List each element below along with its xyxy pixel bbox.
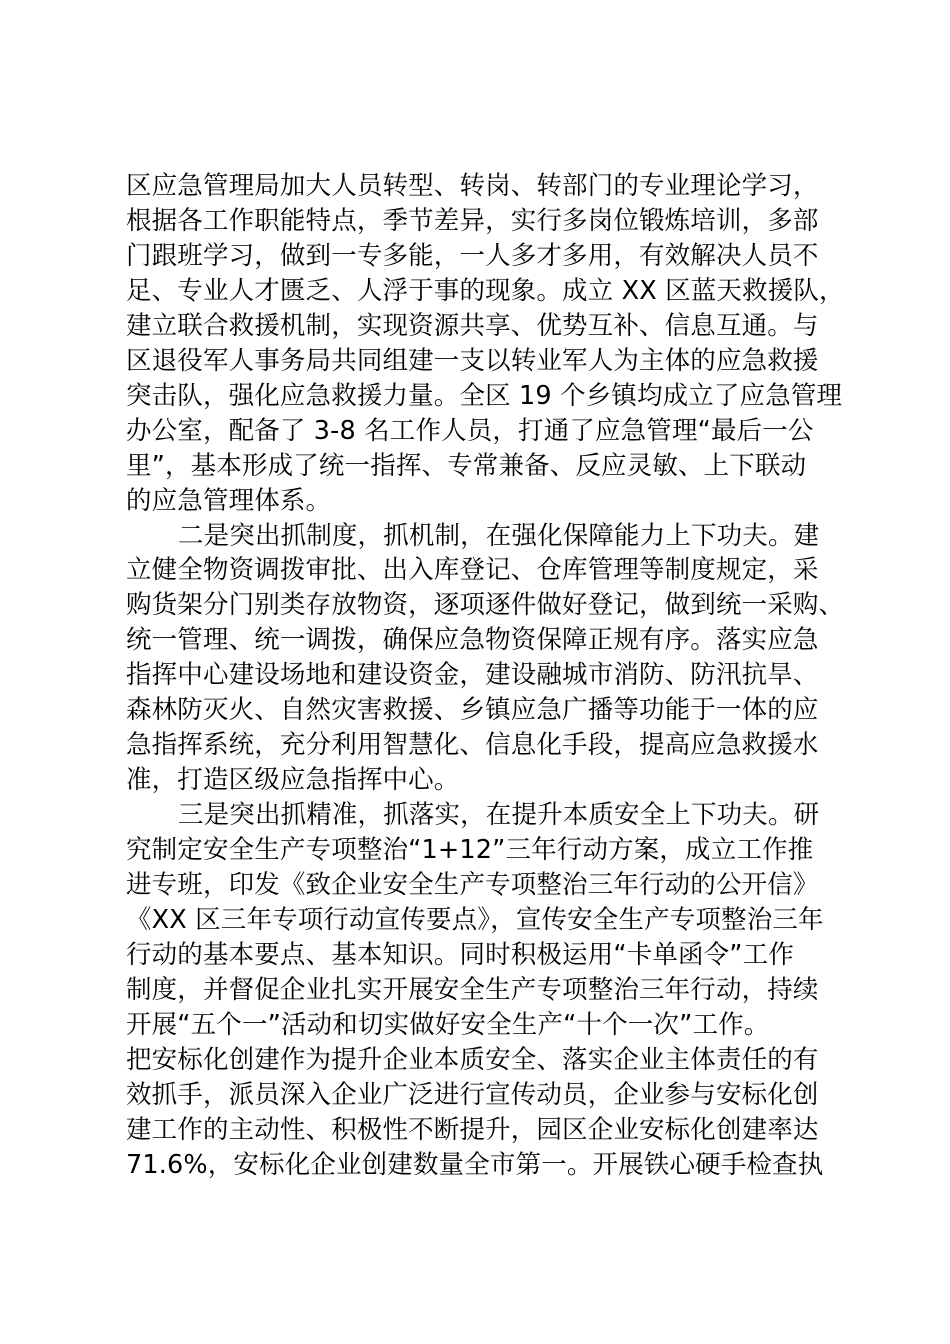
text-line: 效抓手，派员深入企业广泛进行宣传动员，企业参与安标化创 <box>126 1079 819 1110</box>
text-line: 门跟班学习，做到一专多能，一人多才多用，有效解决人员不 <box>126 240 819 271</box>
text-line: 的应急管理体系。 <box>126 485 332 516</box>
text-line: 行动的基本要点、基本知识。同时积极运用“卡单函令”工作 <box>126 939 794 970</box>
text-line: 准，打造区级应急指挥中心。 <box>126 765 460 796</box>
text-line: 区应急管理局加大人员转型、转岗、转部门的专业理论学习， <box>126 171 819 201</box>
text-line: 立健全物资调拨审批、出入库登记、仓库管理等制度规定，采 <box>126 555 819 586</box>
text-line: 急指挥系统，充分利用智慧化、信息化手段，提高应急救援水 <box>126 730 819 761</box>
text-line: 突击队，强化应急救援力量。全区 19 个乡镇均成立了应急管理 <box>126 380 843 411</box>
text-line: 指挥中心建设场地和建设资金，建设融城市消防、防汛抗旱、 <box>126 660 819 691</box>
text-line: 进专班，印发《致企业安全生产专项整治三年行动的公开信》 <box>126 870 819 901</box>
text-line: 建工作的主动性、积极性不断提升，园区企业安标化创建率达 <box>126 1114 819 1145</box>
text-line: 制度，并督促企业扎实开展安全生产专项整治三年行动，持续 <box>126 974 819 1005</box>
paragraph-start-line: 二是突出抓制度，抓机制，在强化保障能力上下功夫。建 <box>178 520 820 551</box>
text-line: 根据各工作职能特点，季节差异，实行多岗位锻炼培训，多部 <box>126 205 819 236</box>
text-line: 购货架分门别类存放物资，逐项逐件做好登记，做到统一采购、 <box>126 590 845 621</box>
text-line: 究制定安全生产专项整治“1+12”三年行动方案，成立工作推 <box>126 835 814 866</box>
text-line: 足、专业人才匮乏、人浮于事的现象。成立 XX 区蓝天救援队， <box>126 275 845 306</box>
text-line: 把安标化创建作为提升企业本质安全、落实企业主体责任的有 <box>126 1044 819 1075</box>
text-line: 统一管理、统一调拨，确保应急物资保障正规有序。落实应急 <box>126 625 819 656</box>
text-line: 办公室，配备了 3-8 名工作人员，打通了应急管理“最后一公 <box>126 415 814 446</box>
text-line: 区退役军人事务局共同组建一支以转业军人为主体的应急救援 <box>126 345 819 376</box>
text-line: 森林防灭火、自然灾害救援、乡镇应急广播等功能于一体的应 <box>126 695 819 726</box>
document-body <box>126 169 845 1183</box>
text-line: 71.6%，安标化企业创建数量全市第一。开展铁心硬手检查执 <box>126 1149 824 1180</box>
text-line: 里”，基本形成了统一指挥、专常兼备、反应灵敏、上下联动 <box>126 450 807 481</box>
text-line: 《XX 区三年专项行动宣传要点》，宣传安全生产专项整治三年 <box>126 905 824 936</box>
paragraph-start-line: 三是突出抓精准，抓落实，在提升本质安全上下功夫。研 <box>178 800 820 831</box>
text-line: 建立联合救援机制，实现资源共享、优势互补、信息互通。与 <box>126 310 819 341</box>
text-line: 开展“五个一”活动和切实做好安全生产“十个一次”工作。 <box>126 1009 770 1040</box>
